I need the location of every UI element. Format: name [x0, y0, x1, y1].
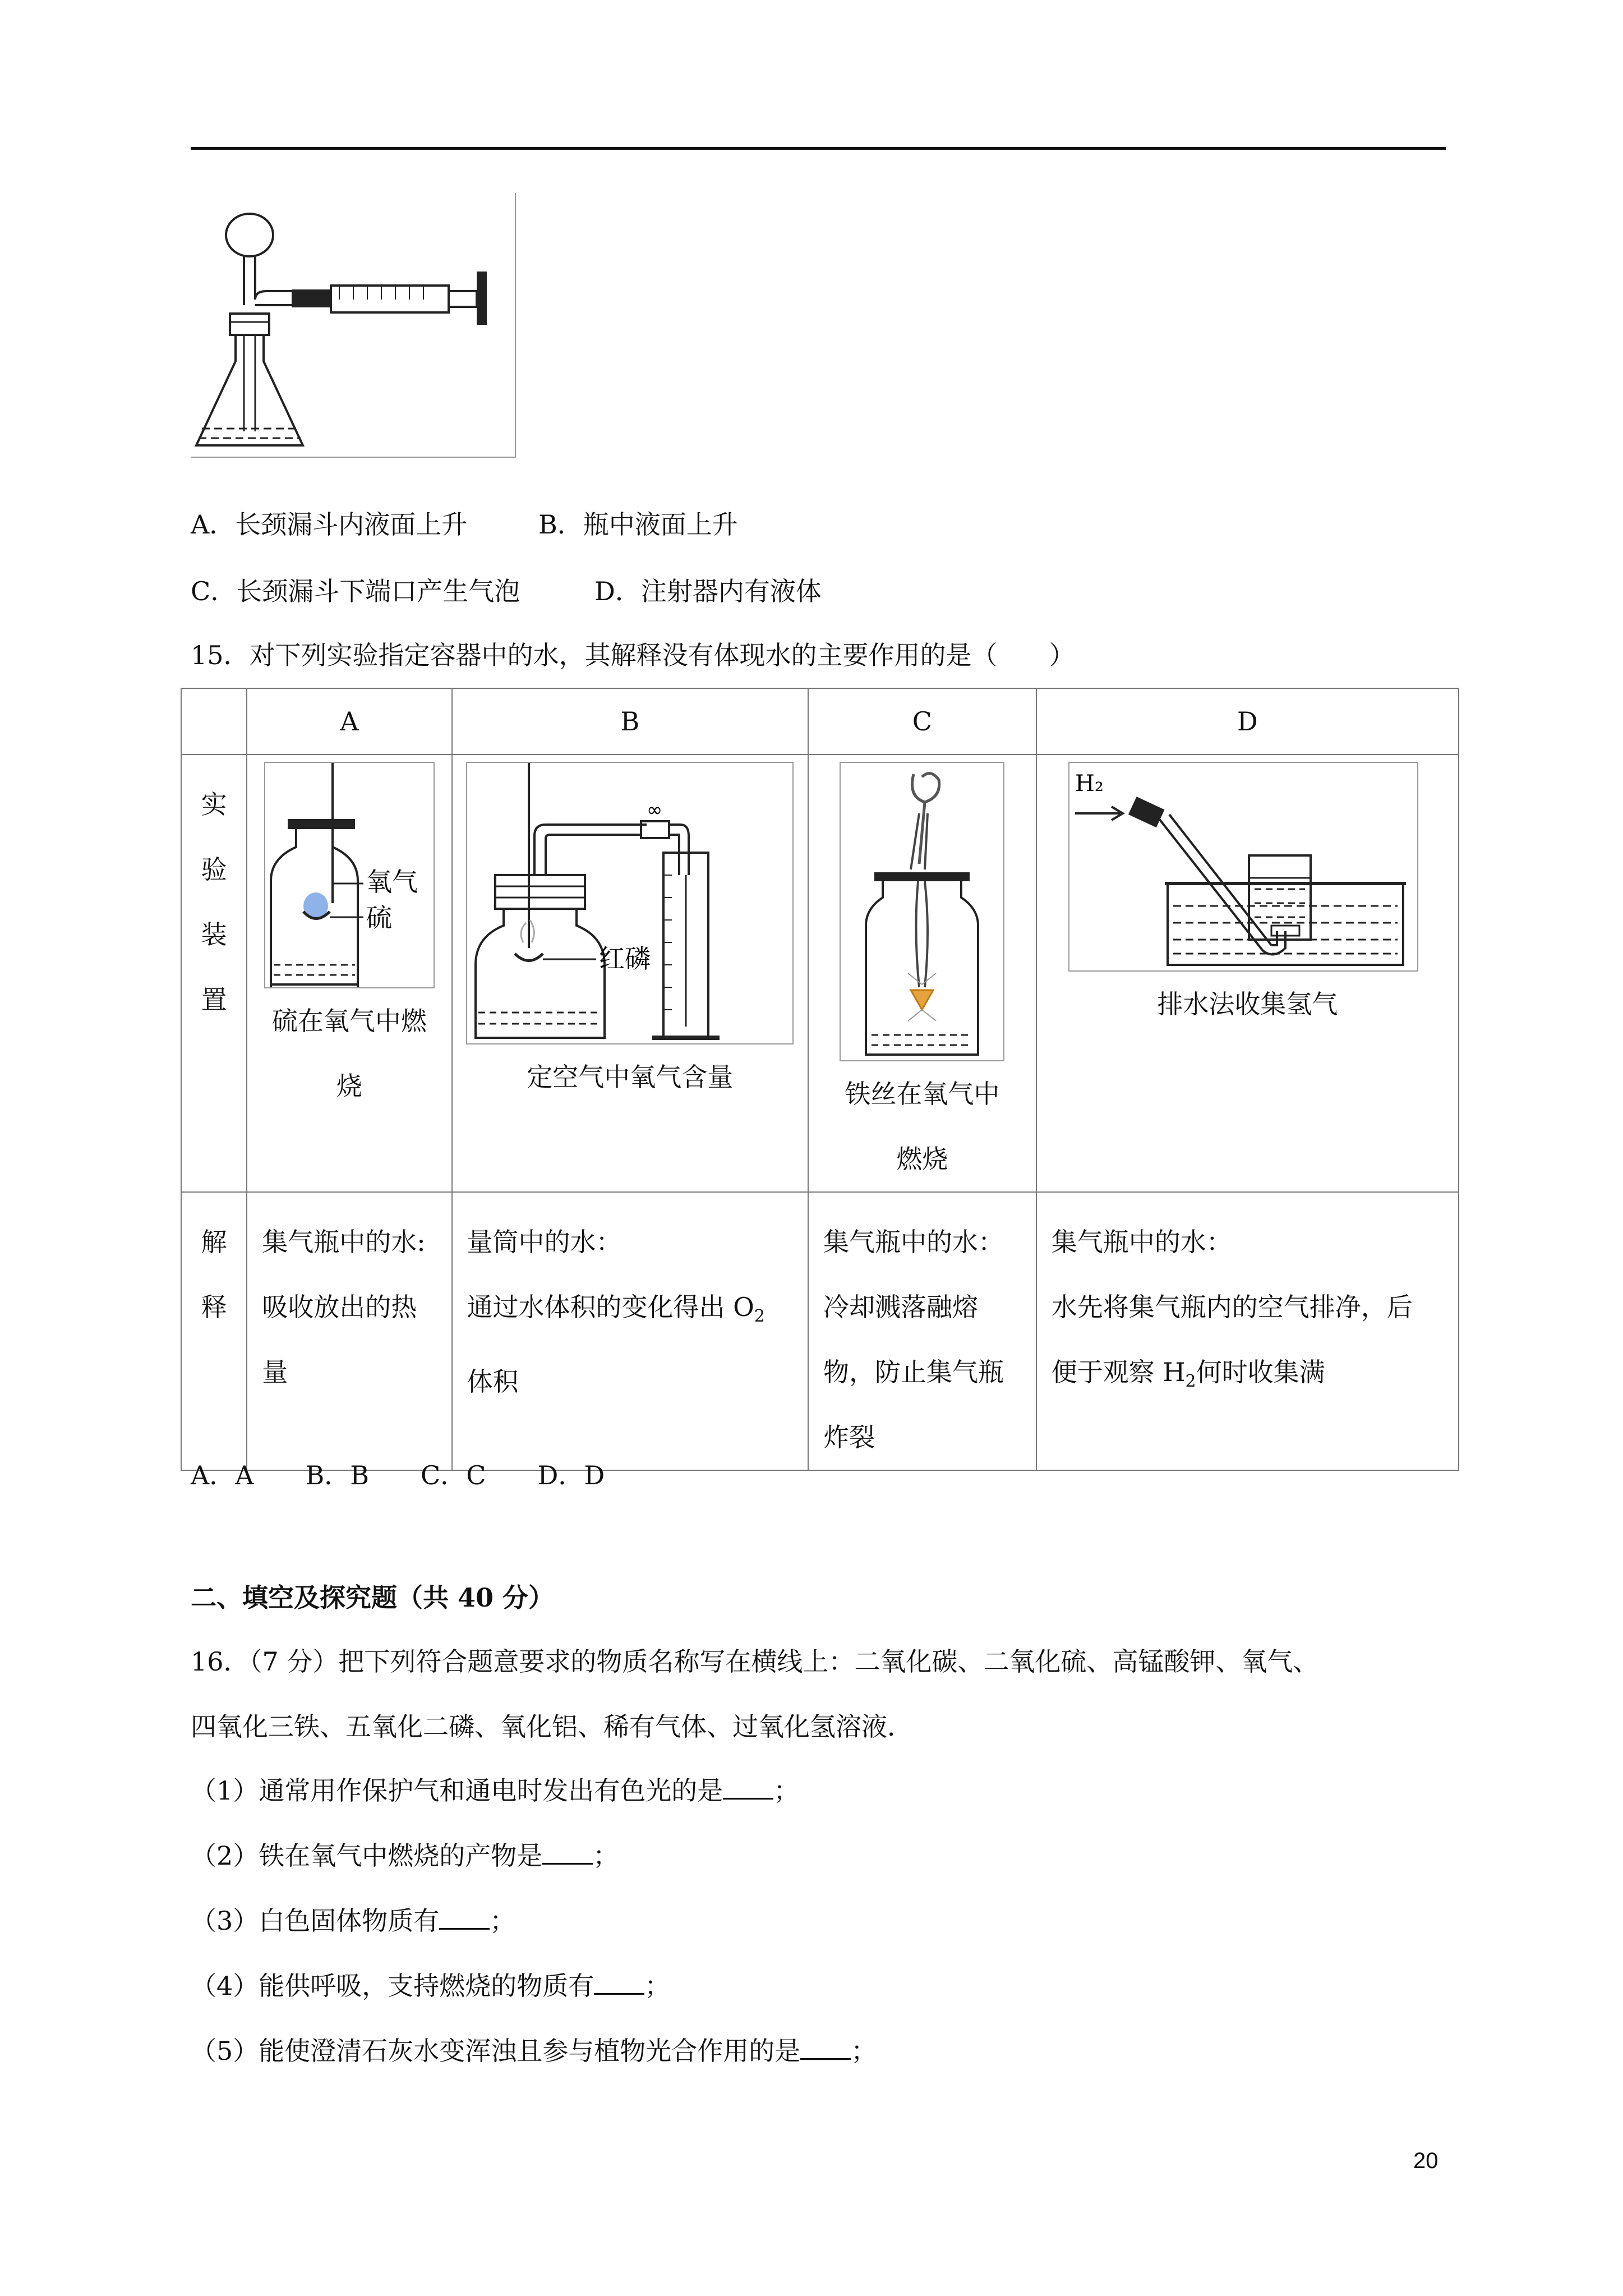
answer-blank[interactable]	[723, 1775, 773, 1800]
q16-item-2: （2）铁在氧气中燃烧的产物是 ；	[191, 1841, 619, 1871]
header-c: C	[808, 688, 1036, 754]
q14-apparatus-figure	[191, 193, 516, 458]
q15-stem: 15．对下列实验指定容器中的水，其解释没有体现水的主要作用的是（ ）	[191, 640, 1075, 670]
phosphorus-oxygen-content-apparatus-image	[466, 762, 794, 1045]
page-number: 20	[1413, 2148, 1438, 2173]
q16-stem-line2: 四氧化三铁、五氧化二磷、氧化铝、稀有气体、过氧化氢溶液．	[191, 1711, 913, 1742]
q15-apparatus-row	[181, 754, 1459, 1192]
hydrogen-water-collection-apparatus-image	[1068, 762, 1418, 972]
caption-a: 硫在氧气中燃 烧	[271, 1006, 427, 1101]
answer-blank[interactable]	[800, 2036, 851, 2060]
answer-blank[interactable]	[542, 1841, 593, 1865]
q16-item-5: （5）能使澄清石灰水变浑浊且参与植物光合作用的是 ；	[191, 2036, 877, 2066]
cell-d-apparatus	[1036, 754, 1459, 1192]
caption-b: 定空气中氧气含量	[527, 1062, 734, 1092]
explanation-c: 集气瓶中的水： 冷却溅落融熔 物，防止集气瓶 炸裂	[808, 1192, 1036, 1470]
q16-item-3: （3）白色固体物质有 ；	[191, 1906, 516, 1936]
q15-table	[181, 688, 1459, 1471]
answer-blank[interactable]	[594, 1971, 644, 1995]
q16-stem-line1: 16．（7 分）把下列符合题意要求的物质名称写在横线上：二氧化碳、二氧化硫、高锰酸钾、氧气、	[191, 1646, 1319, 1677]
explanation-b: 量筒中的水： 通过水体积的变化得出 $O_2$ 体积	[452, 1192, 808, 1470]
caption-c: 铁丝在氧气中 燃烧	[845, 1079, 1000, 1174]
q14-option-b: B．瓶中液面上升	[538, 509, 738, 540]
row-label-apparatus: 实 验 装 置	[181, 754, 247, 1192]
explanation-d: 集气瓶中的水： 水先将集气瓶内的空气排净，后 便于观察 $H_2$何时收集满	[1036, 1192, 1459, 1470]
section2-title: 二、填空及探究题（共 40 分）	[191, 1582, 555, 1613]
header-d: D	[1036, 688, 1459, 754]
label-sulfur: 硫	[366, 903, 392, 933]
q15-choices: A．A B．B C．C D．D	[191, 1460, 605, 1490]
cell-c-apparatus	[808, 754, 1036, 1192]
header-a: A	[247, 688, 451, 754]
answer-blank[interactable]	[439, 1906, 490, 1930]
q15-explanation-row	[181, 1192, 1459, 1470]
row-label-explanation: 解 释	[181, 1192, 247, 1470]
q14-option-a: A．长颈漏斗内液面上升	[191, 509, 468, 540]
caption-d: 排水法收集氢气	[1157, 989, 1338, 1019]
q14-option-c: C．长颈漏斗下端口产生气泡	[191, 576, 520, 606]
explanation-a: 集气瓶中的水: 吸收放出的热 量	[247, 1192, 451, 1470]
q16-item-4: （4）能供呼吸，支持燃烧的物质有 ；	[191, 1971, 671, 2001]
svg-text:∞: ∞	[647, 799, 663, 821]
q16-item-1: （1）通常用作保护气和通电时发出有色光的是 ；	[191, 1775, 800, 1806]
header-b: B	[452, 688, 808, 754]
label-red-phosphorus: 红磷	[599, 944, 651, 974]
label-oxygen: 氧气	[366, 867, 418, 897]
q14-option-d: D．注射器内有液体	[594, 576, 822, 606]
cell-a-apparatus	[247, 754, 451, 1192]
label-h2: H₂	[1075, 771, 1104, 797]
header-empty-cell	[181, 688, 247, 754]
sulfur-combustion-apparatus-image	[264, 762, 435, 988]
iron-wire-combustion-apparatus-image	[840, 762, 1004, 1061]
q15-header-row	[181, 688, 1459, 754]
header-rule	[191, 147, 1446, 150]
cell-b-apparatus	[452, 754, 808, 1192]
funnel-syringe-apparatus-image	[191, 193, 515, 457]
